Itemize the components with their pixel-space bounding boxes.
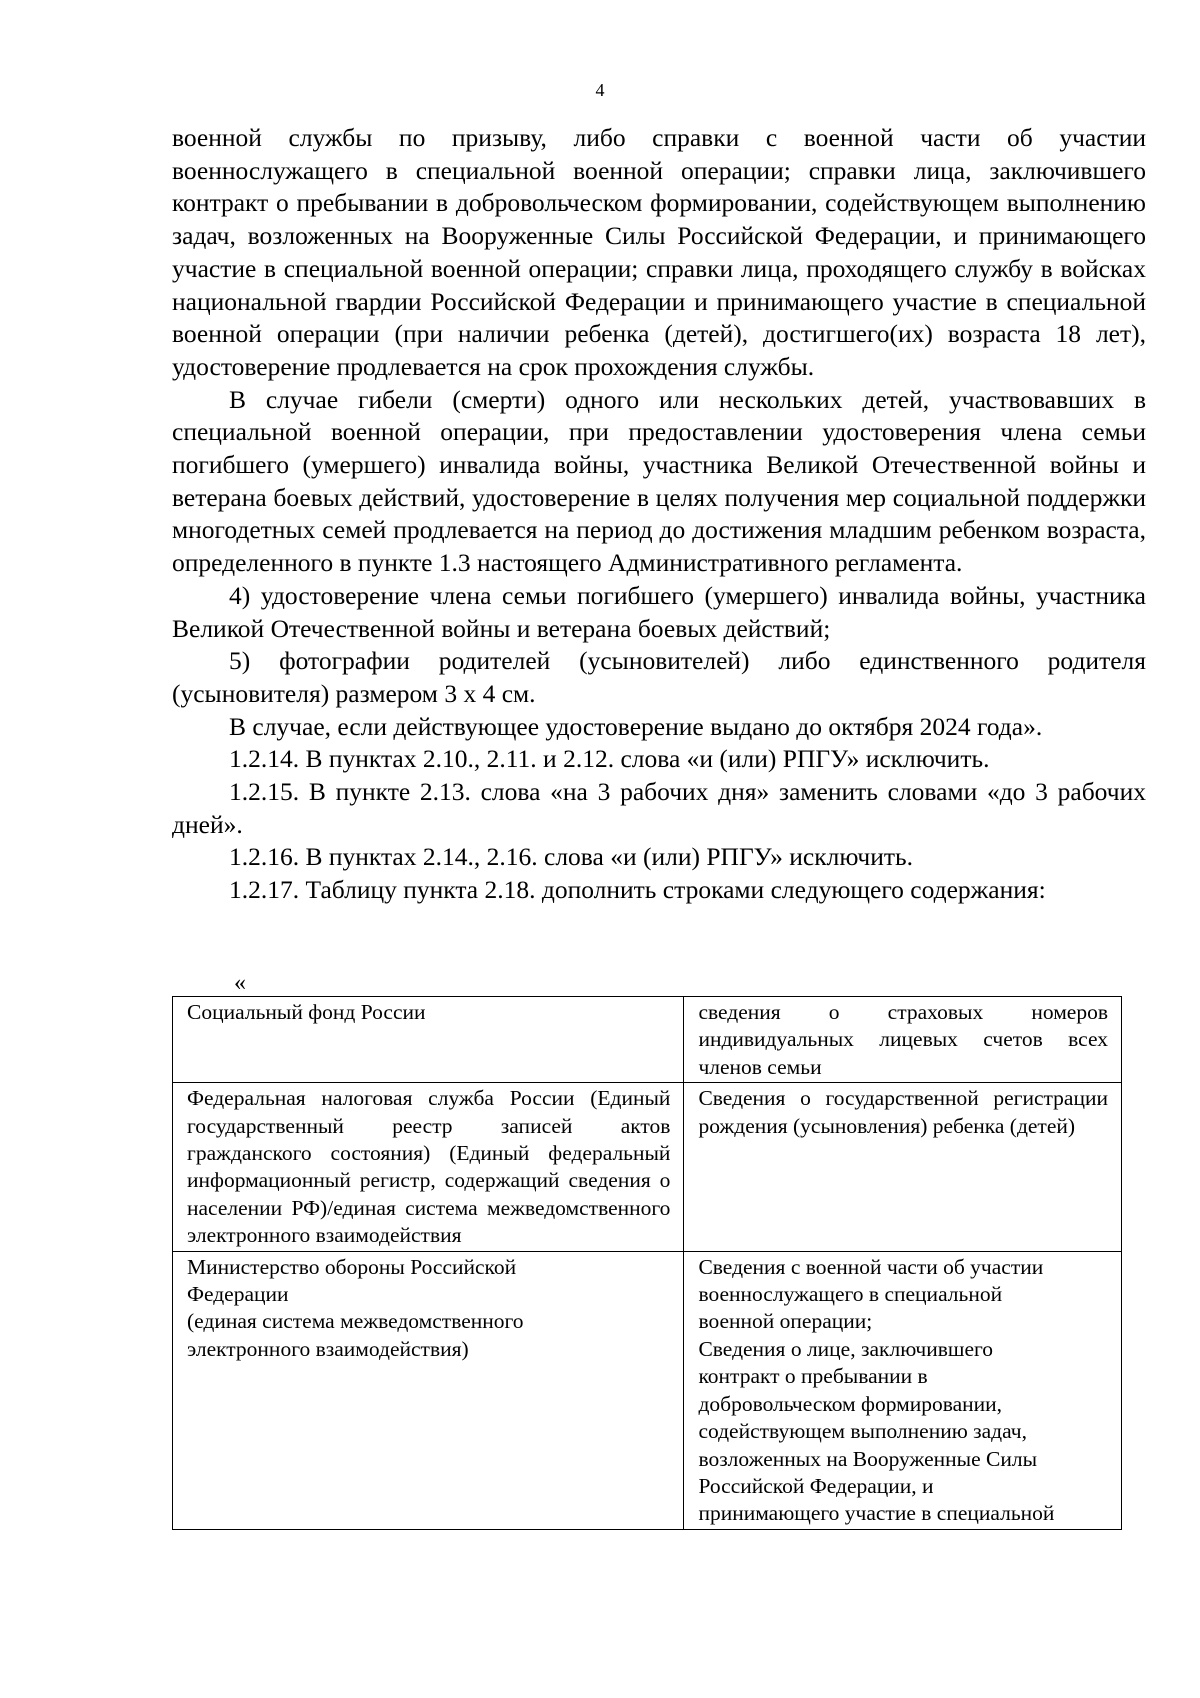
table-row: [173, 1251, 1122, 1529]
cell-line: Федерации: [187, 1282, 289, 1307]
clause-1-2-16: 1.2.16. В пунктах 2.14., 2.16. слова «и (или) РПГУ» исключить.: [229, 842, 914, 872]
cell-text: Сведения о государственной регистрации рождения (усыновления) ребенка (детей): [698, 1086, 1108, 1138]
table-cell-agency: [173, 1251, 684, 1529]
cell-text: Социальный фонд России: [187, 1000, 426, 1024]
cell-line: (единая система межведомственного: [187, 1309, 524, 1334]
table-cell-info: [684, 1251, 1122, 1529]
table-row: [173, 1083, 1122, 1251]
cell-line: добровольческом формировании,: [698, 1391, 1003, 1416]
list-item-5: 5) фотографии родителей (усыновителей) либо единственного родителя (усыновителя) размером 3 х 4 см.: [172, 646, 1146, 708]
cell-line: Сведения о лице, заключившего: [698, 1336, 994, 1361]
document-body: [172, 122, 1146, 907]
cell-line: возложенных на Вооруженные Силы: [698, 1446, 1038, 1471]
cell-line: контракт о пребывании в: [698, 1364, 928, 1389]
clause-1-2-15: 1.2.15. В пункте 2.13. слова «на 3 рабочих дня» заменить словами «до 3 рабочих дней».: [172, 777, 1146, 839]
cell-line: Российской Федерации, и: [698, 1473, 934, 1498]
paragraph-october-2024: В случае, если действующее удостоверение выдано до октября 2024 года».: [229, 711, 1043, 741]
cell-line: Министерство обороны Российской: [187, 1254, 517, 1279]
cell-line: содействующем выполнению задач,: [698, 1419, 1027, 1444]
table-cell-info: [684, 1083, 1122, 1251]
clause-1-2-14: 1.2.14. В пунктах 2.10., 2.11. и 2.12. слова «и (или) РПГУ» исключить.: [229, 744, 990, 774]
cell-text: сведения о страховых номеров индивидуальных лицевых счетов всех членов семьи: [698, 1000, 1108, 1079]
table-open-quote: «: [234, 970, 246, 996]
paragraph-continuation: военной службы по призыву, либо справки с военной части об участии военнослужащего в специальной военной операции; справки лица, заключившего контракт о пребывании в добровольческом формировании, содействующем выполнению задач, возложенных на Вооруженные Силы Российской Федерации, и принимающего участие в специальной военной операции; справки лица, проходящего службу в войсках национальной гвардии Российской Федерации и принимающего участие в специальной военной операции (при наличии ребенка (детей), достигшего(их) возраста 18 лет), удостоверение продлевается на срок прохождения службы.: [172, 123, 1146, 381]
table-cell-agency: [173, 997, 684, 1083]
table-cell-info: [684, 997, 1122, 1083]
table-cell-agency: [173, 1083, 684, 1251]
clause-1-2-17: 1.2.17. Таблицу пункта 2.18. дополнить строками следующего содержания:: [229, 875, 1046, 905]
cell-line: военнослужащего в специальной: [698, 1282, 1003, 1307]
table-row: [173, 997, 1122, 1083]
cell-line: электронного взаимодействия): [187, 1336, 469, 1361]
list-item-4: 4) удостоверение члена семьи погибшего (умершего) инвалида войны, участника Великой Отечественной войны и ветерана боевых действий;: [172, 580, 1146, 643]
cell-line: принимающего участие в специальной: [698, 1501, 1055, 1526]
paragraph-child-death: В случае гибели (смерти) одного или нескольких детей, участвовавших в специальной военной операции, при предоставлении удостоверения члена семьи погибшего (умершего) инвалида войны, участника Великой Отечественной войны и ветерана боевых действий, удостоверение в целях получения мер социальной поддержки многодетных семей продлевается на период до достижения младшим ребенком возраста, определенного в пункте 1.3 настоящего Административного регламента.: [172, 384, 1146, 578]
cell-text: Федеральная налоговая служба России (Единый государственный реестр записей актов гражданского состояния) (Единый федеральный информационный регистр, содержащий сведения о населении РФ)/единая система межведомственного электронного взаимодействия: [187, 1086, 671, 1248]
data-table: [172, 996, 1122, 1530]
cell-line: Сведения с военной части об участии: [698, 1254, 1044, 1279]
page-number: 4: [595, 80, 605, 100]
cell-line: военной операции;: [698, 1309, 873, 1334]
